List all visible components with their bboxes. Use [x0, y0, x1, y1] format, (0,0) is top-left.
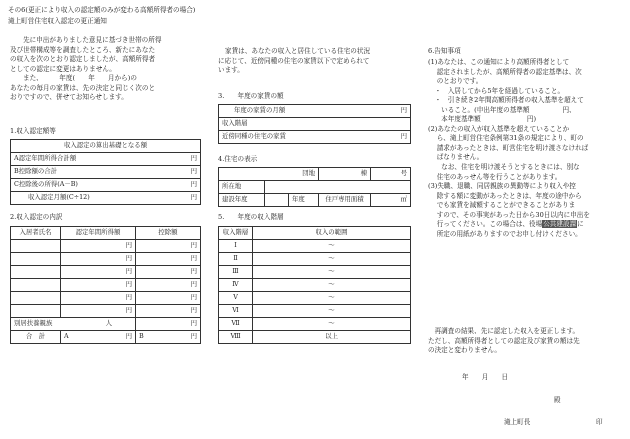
row-label: 近傍同種の住宅の家賃	[222, 132, 286, 141]
form-label: その6(更正により収入の認定額のみが変わる高額所得者の場合)	[8, 6, 196, 14]
table-row	[219, 168, 411, 181]
level-label: Ⅰ	[219, 240, 253, 253]
table-row	[219, 131, 411, 144]
m2-unit: ㎡	[371, 194, 411, 207]
note-line: 除する額に変動があったときは、年度の途中から	[428, 191, 582, 200]
table-row	[219, 266, 411, 279]
note-line: ・ 引き続き2年間高額所得者の収入基準を超えて	[428, 96, 584, 105]
unit-label: 円	[61, 305, 136, 318]
note-line: でも家賃を減額することができることがありま	[428, 201, 576, 210]
unit-label: 円	[136, 292, 201, 305]
col-header-level: 収入階層	[219, 227, 253, 240]
table-row	[219, 240, 411, 253]
intro-line: おりですので、併せてお知らせします。	[10, 93, 128, 102]
rent-amount-table	[218, 104, 411, 144]
table-row	[219, 118, 411, 131]
note-line: (1)あなたは、この通知により高額所得者として	[428, 58, 570, 66]
level-label: Ⅲ	[219, 266, 253, 279]
total-label: 合 計	[11, 331, 61, 344]
notes-title: 6.告知事項	[428, 47, 461, 55]
unit-label: 円	[61, 292, 136, 305]
notes-list	[428, 58, 624, 239]
table-row	[11, 153, 201, 166]
unit-label: 円	[136, 240, 201, 253]
row-label: B控除額の合計	[14, 167, 58, 176]
unit-label: 円	[136, 253, 201, 266]
unit-label: 円	[190, 167, 197, 176]
section-5-title: 5. 年度の収入階層	[218, 213, 284, 221]
table-row	[11, 279, 201, 292]
reexam-paragraph	[428, 327, 624, 356]
reexam-line: の決定と変わりません。	[428, 346, 501, 355]
level-label: Ⅶ	[219, 318, 253, 331]
table-header: 収入認定の算出基礎となる額	[11, 140, 201, 153]
income-certification-table	[10, 139, 201, 205]
intro-line: 先に申出がありました意見に基づき世帯の所得	[23, 36, 162, 44]
range-cell: ～	[253, 240, 411, 253]
table-row	[11, 292, 201, 305]
dependents-row	[11, 318, 201, 331]
table-row	[219, 253, 411, 266]
row-label: 収入認定月額(C÷12)	[28, 193, 90, 202]
mune-label: 棟	[319, 168, 371, 181]
unit-label: 円	[61, 240, 136, 253]
row-label: C控除後の所得(A－B)	[14, 180, 78, 189]
total-b-label: B	[139, 332, 144, 341]
level-label: Ⅵ	[219, 305, 253, 318]
department-name: 公共建設課	[543, 220, 577, 229]
range-cell: ～	[253, 292, 411, 305]
intro-line: 及び世帯構成等を調査したところ、新たにあなた	[10, 45, 156, 54]
reexam-line: 再調査の結果、先に認定した収入を更正します。	[428, 327, 580, 335]
area-label: 住戸専用面積	[319, 194, 371, 207]
unit-label: 円	[136, 318, 201, 331]
range-cell: ～	[253, 318, 411, 331]
unit-label: 円	[190, 193, 197, 202]
unit-label: 円	[400, 132, 407, 141]
go-label: 号	[371, 168, 411, 181]
page-title: 滝上町営住宅収入認定の更正通知	[8, 17, 107, 25]
total-a-label: A	[64, 332, 69, 341]
unit-label: 円	[136, 279, 201, 292]
level-label: Ⅳ	[219, 279, 253, 292]
table-row	[11, 179, 201, 192]
level-label: Ⅴ	[219, 292, 253, 305]
unit-label: 円	[190, 154, 197, 163]
table-row	[219, 331, 411, 344]
unit-label: 円	[61, 279, 136, 292]
col-header-range: 収入の範囲	[253, 227, 411, 240]
table-row	[219, 105, 411, 118]
unit-label: 円	[61, 253, 136, 266]
range-cell: ～	[253, 253, 411, 266]
intro-line: また、 年度( 年 月から)の	[23, 74, 137, 83]
row-label: A認定年間所得合計額	[14, 154, 77, 163]
unit-label: 円	[61, 266, 136, 279]
table-row	[219, 181, 411, 194]
honorific-label: 殿	[554, 396, 561, 404]
seal-mark: 印	[596, 418, 603, 426]
note-line: 請求があったときは、町営住宅を明け渡さなければ	[428, 143, 589, 152]
row-label: 収入階層	[222, 119, 248, 128]
income-breakdown-table	[10, 226, 201, 344]
table-row	[11, 305, 201, 318]
note-line: 認定されましたが、高額所得者の認定基準は、次	[428, 67, 582, 76]
table-row	[219, 194, 411, 207]
table-row	[11, 253, 201, 266]
range-cell: ～	[253, 266, 411, 279]
note-line: のとおりです。	[428, 77, 483, 86]
note-line: すので、その事実があった日から30日以内に申出を	[428, 210, 590, 219]
note-text: に	[577, 220, 584, 229]
table-row	[11, 192, 201, 205]
row-label: 年度の家賃の月額	[234, 106, 286, 115]
table-row	[219, 305, 411, 318]
note-line: いること。(申出年度の基準額 円、	[428, 105, 576, 114]
location-label: 所在地	[219, 181, 265, 194]
unit-label: 円	[125, 332, 132, 341]
intro-paragraph	[10, 36, 210, 103]
note-line: ・ 入居してから5年を経過していること。	[428, 86, 565, 95]
intro-line: としての認定に変更はありません。	[10, 64, 116, 73]
section-2-title: 2.収入認定の内訳	[10, 213, 63, 221]
rent-paragraph	[218, 47, 418, 76]
section-3-title: 3. 年度の家賃の額	[218, 92, 284, 100]
level-label: Ⅱ	[219, 253, 253, 266]
rent-line: います。	[218, 66, 244, 75]
dependents-label: 別居扶養親族	[14, 319, 53, 328]
table-row	[11, 240, 201, 253]
note-text: 行ってください。この場合は、役場	[428, 220, 543, 229]
section-4-title: 4.住宅の表示	[218, 155, 258, 163]
col-header-name: 入居者氏名	[11, 227, 61, 240]
section-1-title: 1.収入認定額等	[10, 127, 56, 135]
level-label: Ⅷ	[219, 331, 253, 344]
unit-label: 円	[190, 180, 197, 189]
intro-line: あなたの毎月の家賃は、先の決定と同じく次のと	[10, 83, 156, 92]
note-line: 所定の用紙がありますのでお申し付けください。	[428, 229, 582, 238]
col-header-income: 認定年間所得額	[61, 227, 136, 240]
unit-label: 円	[136, 305, 201, 318]
table-row	[219, 279, 411, 292]
note-line: 住宅のあっせん等を行うことがあります。	[428, 172, 562, 181]
reexam-line: ただし、高額所得者としての認定及び家賃の額は先	[428, 336, 580, 345]
col-header-deduction: 控除額	[136, 227, 201, 240]
table-row	[11, 166, 201, 179]
note-line: ら、滝上町営住宅条例第31条の規定により、町の	[428, 134, 584, 143]
rent-line: 家賃は、あなたの収入と居住している住宅の状況	[225, 47, 371, 55]
table-row	[11, 266, 201, 279]
range-cell: 以上	[253, 331, 411, 344]
mayor-label: 滝上町長	[504, 418, 531, 426]
range-cell: ～	[253, 279, 411, 292]
danchi-label: 団地	[219, 168, 319, 181]
note-line: なお、住宅を明け渡そうとするときには、別な	[428, 163, 580, 172]
rent-line: に応じて、近傍同種の住宅の家賃以下で定められて	[218, 56, 370, 65]
unit-label: 円	[136, 266, 201, 279]
built-year-label: 建設年度	[219, 194, 265, 207]
note-line: (3)失職、退職、同居親族の異動等により収入や控	[428, 182, 576, 191]
total-row	[11, 331, 201, 344]
note-line: ばなりません。	[428, 153, 484, 162]
intro-line: の収入を次のとおり認定しましたが、高額所得者	[10, 55, 156, 64]
note-line: (2)あなたの収入が収入基準を超えていることか	[428, 124, 570, 133]
range-cell: ～	[253, 305, 411, 318]
housing-display-table	[218, 167, 411, 207]
date-field: 年 月 日	[462, 373, 509, 381]
note-line	[428, 220, 624, 230]
year-unit: 年度	[289, 194, 319, 207]
unit-label: 円	[190, 332, 197, 341]
note-line: 本年度基準額 円)	[428, 115, 537, 124]
table-row	[219, 292, 411, 305]
income-level-table	[218, 226, 411, 344]
table-row	[219, 318, 411, 331]
persons-label: 人	[105, 319, 112, 328]
unit-label: 円	[400, 106, 407, 115]
